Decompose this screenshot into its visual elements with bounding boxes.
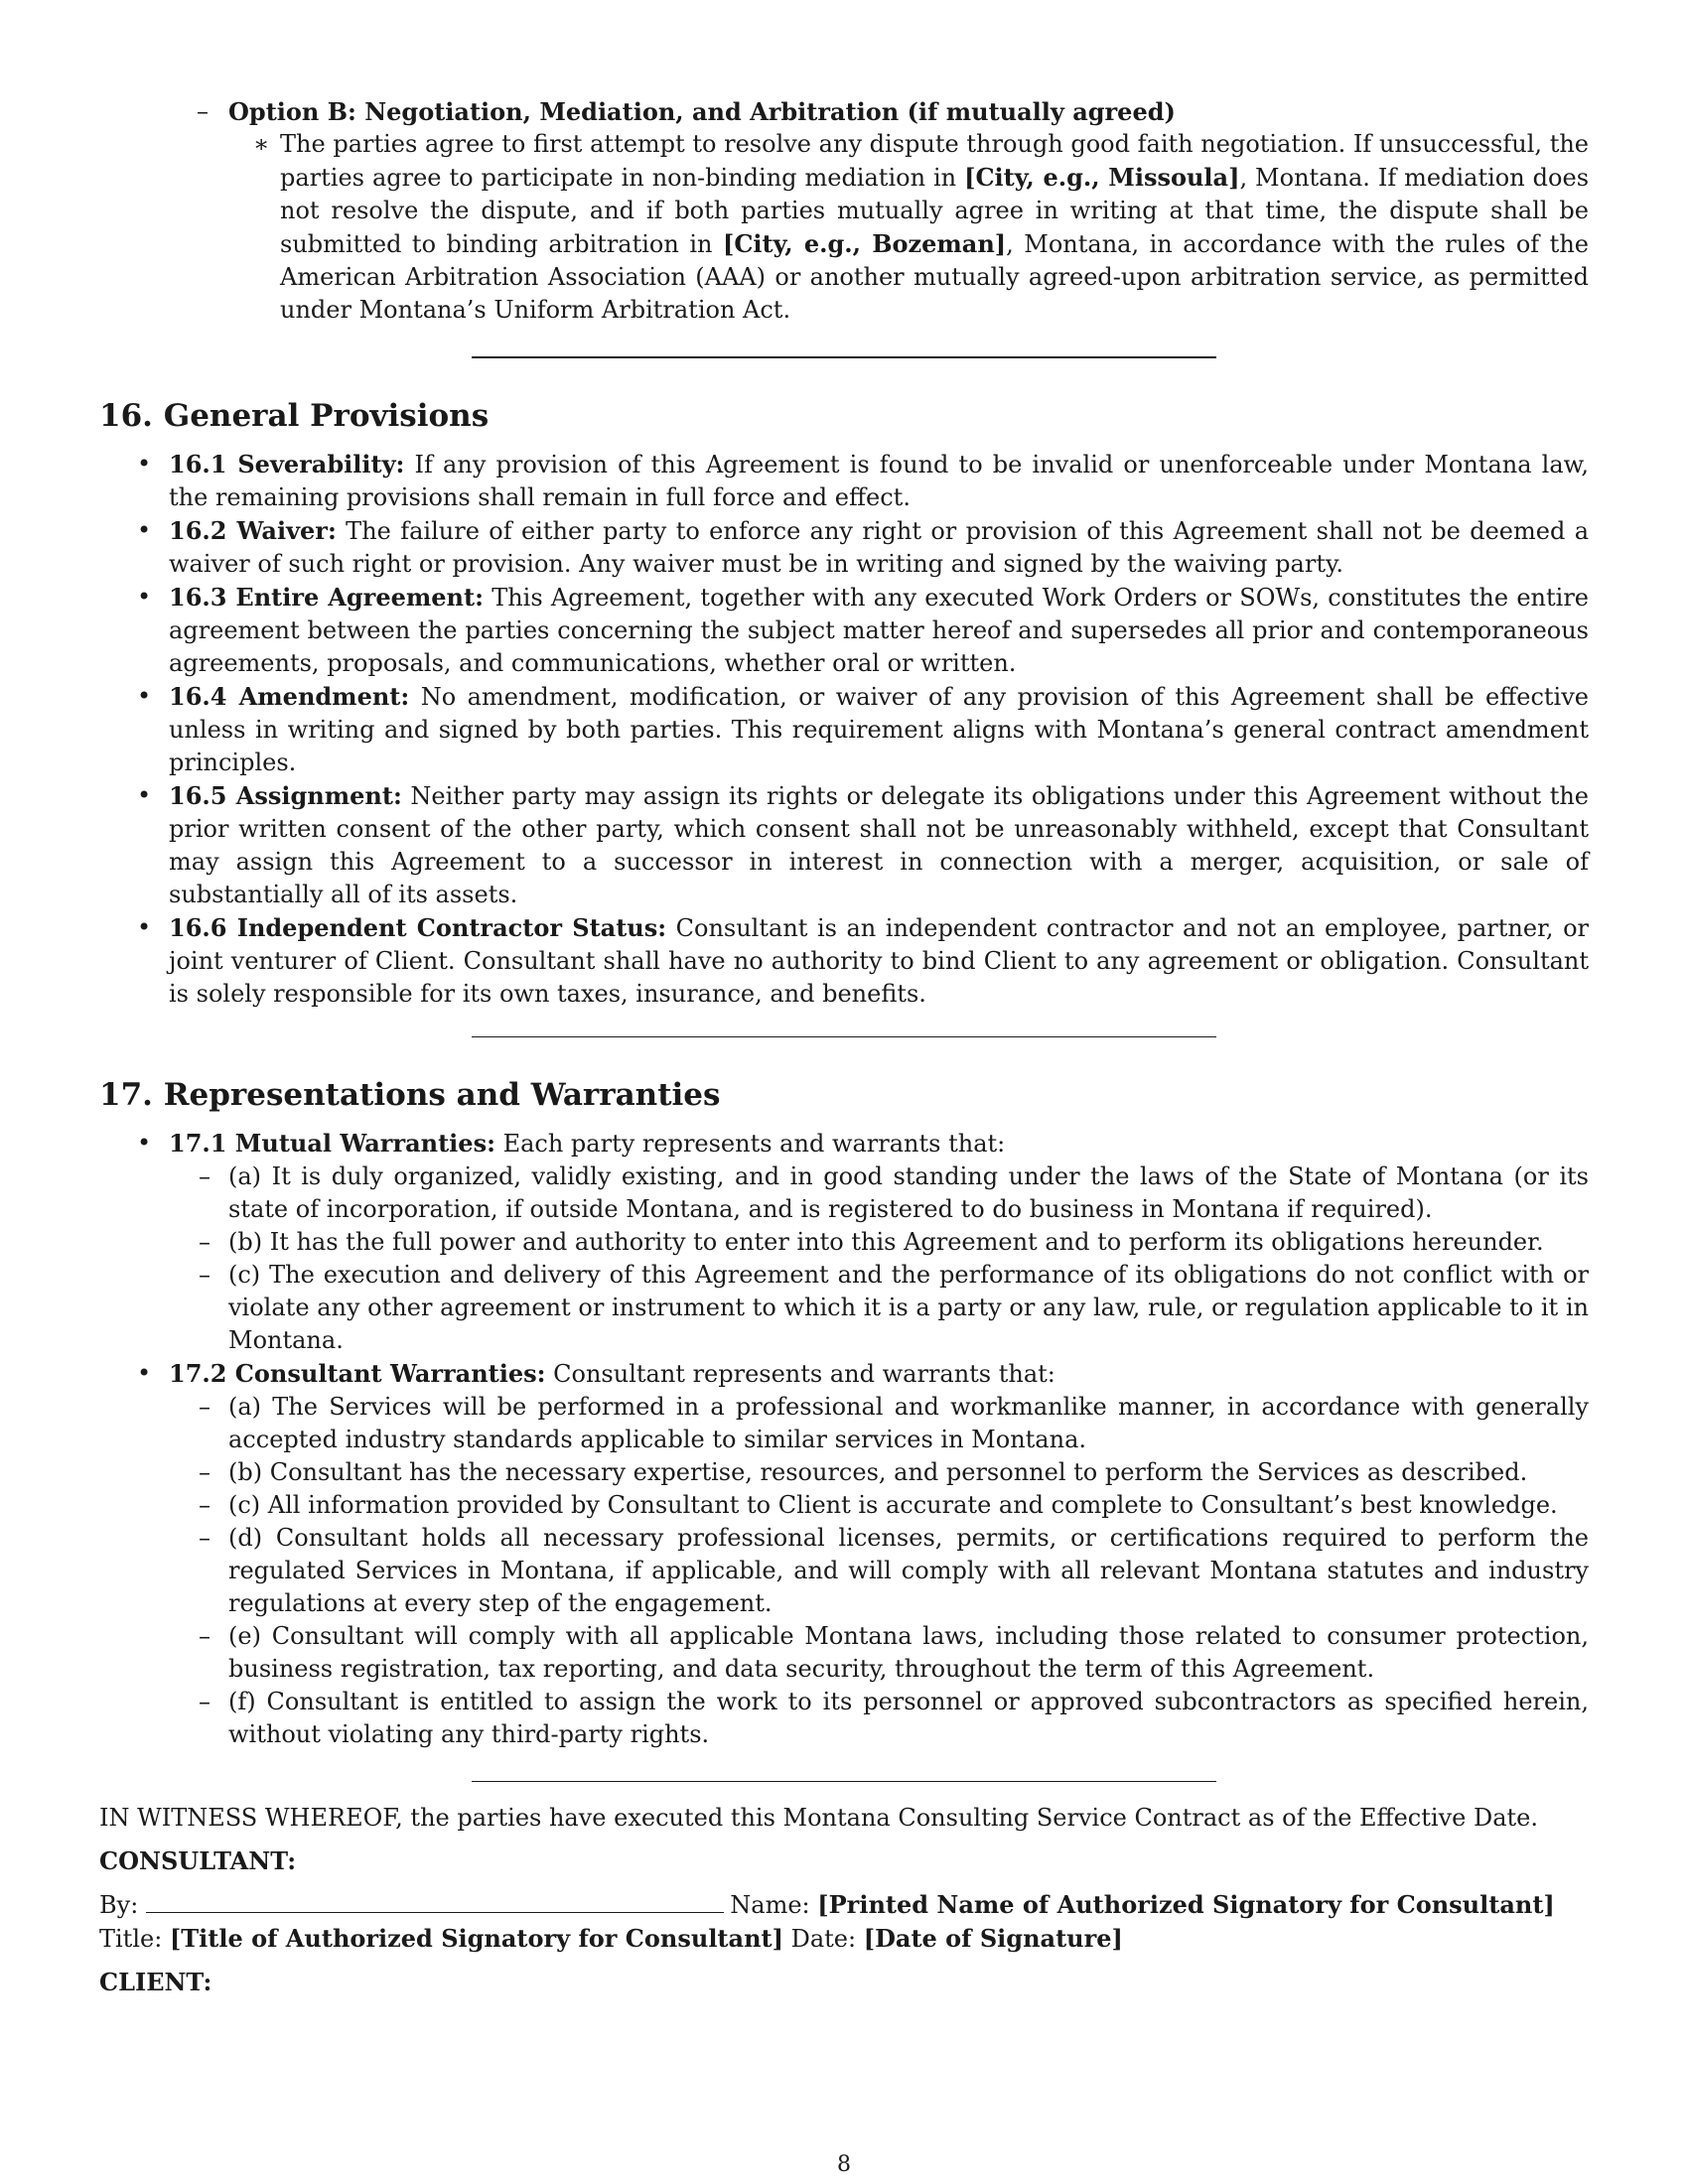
subitem-text: (d) Consultant holds all necessary professional licenses, permits, or certifications required to perform the regulated Services in Montana, if applicable, and will comply with all relevant Montana statutes and industry regulations at every step of the engagement. — [228, 1524, 1589, 1617]
option-b-text-2: , Montana. If mediation does not resolve the dispute, and if both parties mutually agree in writing at that time, the dispute shall be submitted to binding arbitration in — [280, 164, 1590, 258]
name-placeholder: [Printed Name of Authorized Signatory for Consultant] — [817, 1890, 1555, 1919]
dash-marker: – — [197, 97, 209, 125]
provision-label: 16.2 Waiver: — [169, 516, 337, 545]
provision-16-2 — [99, 514, 1589, 581]
section-16-list — [99, 448, 1589, 1011]
dash-marker: – — [199, 1162, 211, 1190]
bullet-icon: • — [137, 1359, 152, 1387]
bullet-icon: • — [137, 1129, 152, 1157]
provision-16-1 — [99, 448, 1589, 514]
provision-text: No amendment, modification, or waiver of any provision of this Agreement shall be effective unless in writing and signed by both parties. This requirement aligns with Montana’s general contract amendment principles. — [169, 683, 1589, 776]
consultant-title-line — [99, 1922, 1589, 1956]
name-label: Name: — [730, 1891, 810, 1919]
warranty-17-2 — [99, 1357, 1589, 1751]
provision-label: 16.1 Severability: — [169, 450, 405, 478]
warranty-label: 17.2 Consultant Warranties: — [169, 1359, 546, 1388]
dash-marker: – — [199, 1261, 211, 1289]
consultant-signature-line — [99, 1888, 1589, 1922]
bullet-icon: • — [137, 450, 152, 478]
provision-16-4 — [99, 680, 1589, 779]
list-item — [169, 1160, 1589, 1226]
provision-label: 16.6 Independent Contractor Status: — [169, 913, 667, 942]
option-b-heading-text: Option B: Negotiation, Mediation, and Arbitration (if mutually agreed) — [228, 97, 1176, 126]
bullet-icon: • — [137, 913, 152, 941]
title-placeholder: [Title of Authorized Signatory for Consultant] — [169, 1924, 783, 1953]
option-b-heading — [99, 95, 1589, 128]
city-placeholder-2: [City, e.g., Bozeman] — [722, 229, 1007, 258]
warranty-17-1 — [99, 1127, 1589, 1357]
provision-label: 16.3 Entire Agreement: — [169, 583, 484, 612]
dash-marker: – — [199, 1393, 211, 1421]
warranty-text: Each party represents and warrants that: — [494, 1130, 1006, 1158]
provision-text: Consultant is an independent contractor and not an employee, partner, or joint venturer of Client. Consultant shall have no authority to bind Client to any agreement or obligation. Consultant is solely responsible for its own taxes, insurance, and benefits. — [169, 914, 1589, 1008]
document-page — [99, 95, 1589, 1999]
dash-marker: – — [199, 1491, 211, 1519]
subitem-text: (c) All information provided by Consultant to Client is accurate and complete to Consultant’s best knowledge. — [228, 1491, 1558, 1519]
list-item — [169, 1259, 1589, 1357]
date-label: Date: — [790, 1925, 857, 1953]
option-b-paragraph — [99, 128, 1589, 327]
city-placeholder-1: [City, e.g., Missoula] — [964, 163, 1240, 192]
asterisk-marker: ∗ — [253, 130, 270, 158]
list-item — [169, 1456, 1589, 1489]
signature-field[interactable] — [146, 1888, 724, 1913]
list-item — [169, 1226, 1589, 1259]
warranty-label: 17.1 Mutual Warranties: — [169, 1129, 495, 1158]
list-item — [169, 1522, 1589, 1620]
provision-text: The failure of either party to enforce any right or provision of this Agreement shall not be deemed a waiver of such right or provision. Any waiver must be in writing and signed by the waiving party. — [169, 517, 1590, 578]
dash-marker: – — [199, 1622, 211, 1650]
title-label: Title: — [99, 1925, 163, 1953]
bullet-icon: • — [137, 781, 152, 809]
subitem-text: (a) It is duly organized, validly existing, and in good standing under the laws of the State of Montana (or its state of incorporation, if outside Montana, and is registered to do business in Montana if required). — [228, 1162, 1589, 1223]
bullet-icon: • — [137, 516, 152, 544]
subitem-text: (e) Consultant will comply with all applicable Montana laws, including those related to consumer protection, business registration, tax reporting, and data security, throughout the term of this Agreement. — [228, 1622, 1589, 1683]
dash-marker: – — [199, 1688, 211, 1715]
bullet-icon: • — [137, 583, 152, 611]
client-label — [99, 1966, 1589, 1999]
by-label: By: — [99, 1891, 139, 1919]
provision-text: If any provision of this Agreement is found to be invalid or unenforceable under Montana law, the remaining provisions shall remain in full force and effect. — [169, 451, 1589, 511]
subitem-text: (f) Consultant is entitled to assign the work to its personnel or approved subcontractors as specified herein, without violating any third-party rights. — [228, 1688, 1589, 1748]
consultant-label — [99, 1844, 1589, 1878]
warranty-text: Consultant represents and warrants that: — [545, 1360, 1055, 1388]
provision-16-6 — [99, 911, 1589, 1011]
subitem-text: (b) It has the full power and authority to enter into this Agreement and to perform its obligations hereunder. — [228, 1228, 1544, 1256]
list-item — [169, 1489, 1589, 1522]
provision-label: 16.4 Amendment: — [169, 682, 410, 711]
provision-label: 16.5 Assignment: — [169, 781, 402, 810]
option-b-text-3: , Montana, in accordance with the rules of the American Arbitration Association (AAA) or another mutually agreed-upon arbitration service, as permitted under Montana’s Uniform Arbitration Act. — [280, 230, 1589, 324]
dash-marker: – — [199, 1524, 211, 1552]
section-16-heading: 16. General Provisions — [99, 398, 490, 434]
provision-16-5 — [99, 779, 1589, 911]
section-17-heading: 17. Representations and Warranties — [99, 1077, 721, 1113]
list-item — [169, 1620, 1589, 1686]
consultant-label-text: CONSULTANT: — [99, 1846, 297, 1875]
dash-marker: – — [199, 1228, 211, 1256]
section-17-list — [99, 1127, 1589, 1751]
provision-text: This Agreement, together with any executed Work Orders or SOWs, constitutes the entire agreement between the parties concerning the subject matter hereof and supersedes all prior and contemporaneous agreements, proposals, and communications, whether oral or written. — [169, 584, 1590, 677]
witness-statement: IN WITNESS WHEREOF, the parties have executed this Montana Consulting Service Contract as of the Effective Date. — [99, 1804, 1538, 1832]
provision-16-3 — [99, 581, 1589, 680]
subitem-text: (a) The Services will be performed in a professional and workmanlike manner, in accordance with generally accepted industry standards applicable to similar services in Montana. — [228, 1393, 1589, 1453]
dash-marker: – — [199, 1458, 211, 1486]
client-label-text: CLIENT: — [99, 1968, 212, 1996]
option-b-text-1: The parties agree to first attempt to resolve any dispute through good faith negotiation. If unsuccessful, the parties agree to participate in non-binding mediation in — [280, 130, 1589, 192]
bullet-icon: • — [137, 682, 152, 710]
subitem-text: (b) Consultant has the necessary expertise, resources, and personnel to perform the Services as described. — [228, 1458, 1528, 1486]
provision-text: Neither party may assign its rights or delegate its obligations under this Agreement without the prior written consent of the other party, which consent shall not be unreasonably withheld, except that Consultant may assign this Agreement to a successor in interest in connection with a merger, acquisition, or sale of substantially all of its assets. — [169, 782, 1590, 908]
page-number: 8 — [837, 2152, 851, 2177]
date-placeholder: [Date of Signature] — [863, 1924, 1123, 1953]
list-item — [169, 1391, 1589, 1456]
mutual-warranty-sublist — [169, 1160, 1589, 1357]
list-item — [169, 1686, 1589, 1751]
subitem-text: (c) The execution and delivery of this Agreement and the performance of its obligations do not conflict with or violate any other agreement or instrument to which it is a party or any law, rule, or regulation applicable to it in Montana. — [228, 1261, 1589, 1354]
consultant-warranty-sublist — [169, 1391, 1589, 1751]
